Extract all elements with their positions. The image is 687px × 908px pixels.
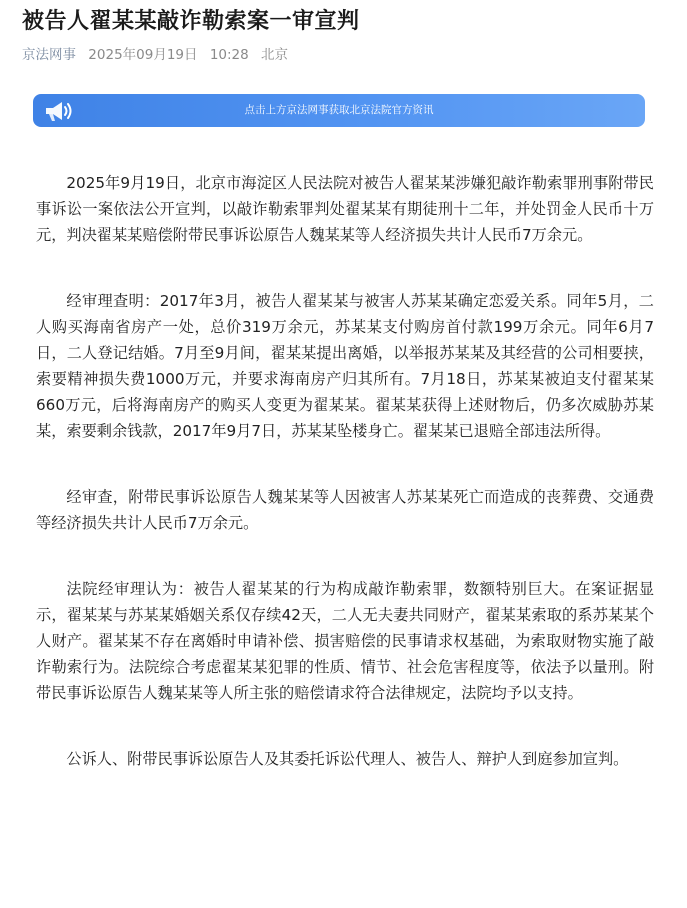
article-body: [36, 170, 654, 812]
paragraph: 法院经审理认为：被告人翟某某的行为构成敲诈勒索罪，数额特别巨大。在案证据显示，翟某某与苏某某婚姻关系仅存续42天，二人无夫妻共同财产，翟某某索取的系苏某某个人财产。翟某某不存在离婚时申请补偿、损害赔偿的民事请求权基础，为索取财物实施了敲诈勒索行为。法院综合考虑翟某某犯罪的性质、情节、社会危害程度等，依法予以量刑。附带民事诉讼原告人魏某某等人所主张的赔偿请求符合法律规定，法院均予以支持。: [36, 580, 654, 702]
paragraph: 经审查，附带民事诉讼原告人魏某某等人因被害人苏某某死亡而造成的丧葬费、交通费等经济损失共计人民币7万余元。: [36, 488, 654, 532]
paragraph: 经审理查明：2017年3月，被告人翟某某与被害人苏某某确定恋爱关系。同年5月，二人购买海南省房产一处，总价319万余元，苏某某支付购房首付款199万余元。同年6月7日，二人登记结婚。7月至9月间，翟某某提出离婚，以举报苏某某及其经营的公司相要挟，索要精神损失费1000万元，并要求海南房产归其所有。7月18日，苏某某被迫支付翟某某660万元，后将海南房产的购买人变更为翟某某。翟某某获得上述财物后，仍多次威胁苏某某，索要剩余钱款，2017年9月7日，苏某某坠楼身亡。翟某某已退赔全部违法所得。: [36, 292, 654, 440]
follow-banner[interactable]: [33, 94, 645, 127]
publish-location: 北京: [261, 47, 289, 63]
article-meta: [22, 45, 296, 65]
publish-date: 2025年09月19日: [88, 47, 198, 63]
account-name-link[interactable]: 京法网事: [22, 47, 76, 63]
publish-time: 10:28: [209, 47, 249, 63]
article-title: 被告人翟某某敲诈勒索案一审宣判: [22, 9, 360, 34]
paragraph: 2025年9月19日，北京市海淀区人民法院对被告人翟某某涉嫌犯敲诈勒索罪刑事附带民事诉讼一案依法公开宣判，以敲诈勒索罪判处翟某某有期徒刑十二年，并处罚金人民币十万元，判决翟某某赔偿附带民事诉讼原告人魏某某等人经济损失共计人民币7万余元。: [36, 174, 654, 244]
banner-text: 点击上方京法网事获取北京法院官方资讯: [244, 104, 434, 116]
paragraph: 公诉人、附带民事诉讼原告人及其委托诉讼代理人、被告人、辩护人到庭参加宣判。: [66, 750, 629, 768]
